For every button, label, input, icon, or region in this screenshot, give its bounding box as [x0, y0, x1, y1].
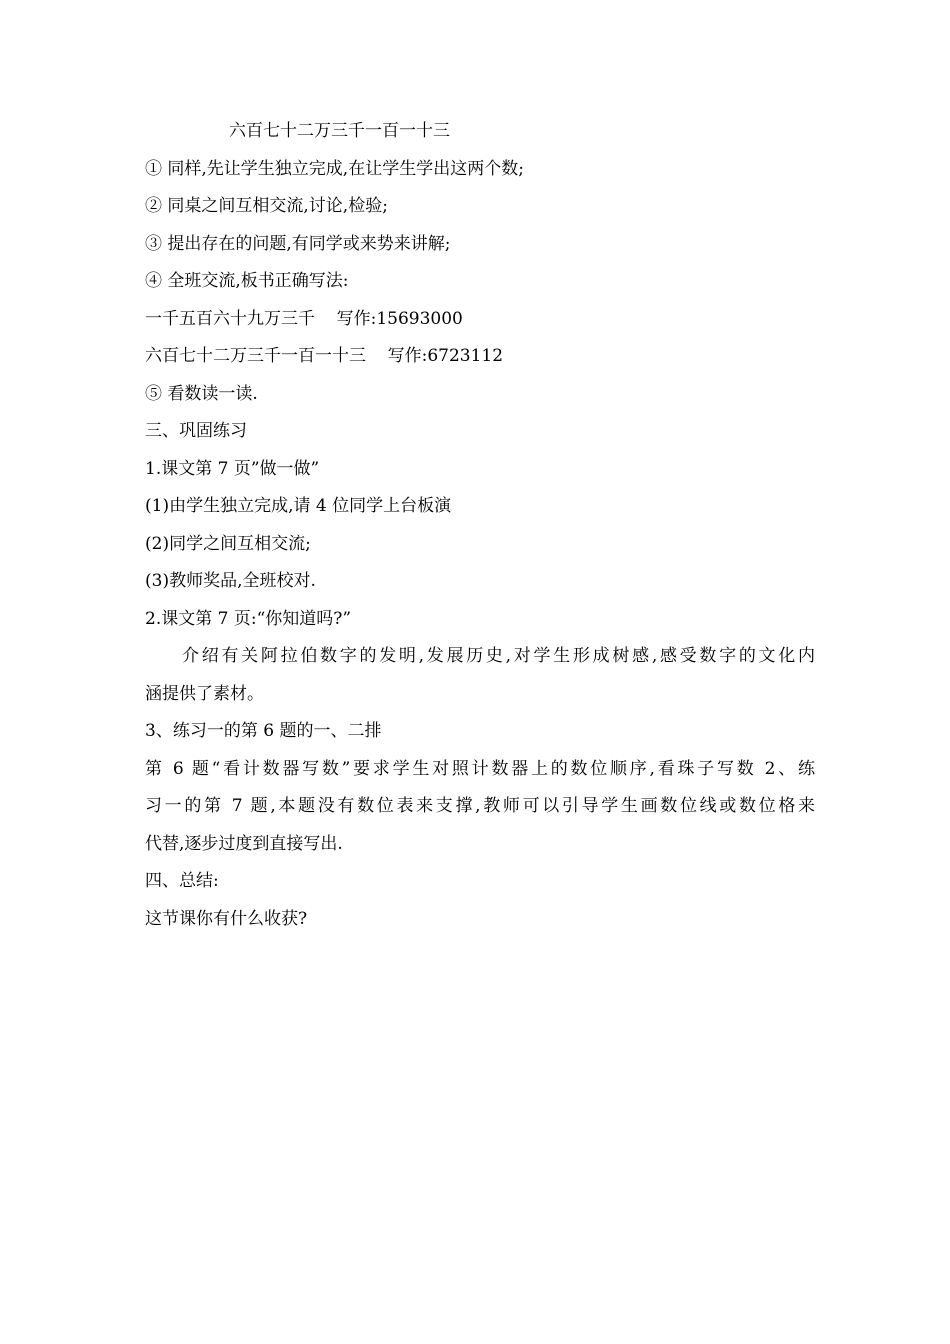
paragraph-line: 代替,逐步过度到直接写出.	[145, 834, 343, 854]
exercise-1-sub-3: (3)教师奖品,全班校对.	[145, 571, 316, 591]
paragraph-line: 涵提供了素材。	[145, 684, 264, 704]
exercise-1-sub-2: (2)同学之间互相交流;	[145, 534, 311, 554]
paragraph-line: 介绍有关阿拉伯数字的发明,发展历史,对学生形成树感,感受数字的文化内	[182, 646, 815, 666]
summary-question: 这节课你有什么收获?	[145, 909, 308, 929]
paragraph-line: 第 6 题“看计数器写数”要求学生对照计数器上的数位顺序,看珠子写数 2、练	[145, 759, 815, 779]
exercise-1: 1.课文第 7 页”做一做”	[145, 459, 320, 479]
step-4: ④ 全班交流,板书正确写法:	[145, 271, 349, 291]
exercise-2: 2.课文第 7 页:“你知道吗?”	[145, 609, 352, 629]
section-heading-4: 四、总结:	[145, 871, 219, 891]
step-2: ② 同桌之间互相交流,讨论,检验;	[145, 196, 388, 216]
example-1: 一千五百六十九万三千 写作:15693000	[145, 309, 463, 329]
exercise-3: 3、练习一的第 6 题的一、二排	[145, 721, 382, 741]
number-heading: 六百七十二万三千一百一十三	[229, 121, 450, 141]
step-3: ③ 提出存在的问题,有同学或来势来讲解;	[145, 234, 451, 254]
example-2: 六百七十二万三千一百一十三 写作:6723112	[145, 346, 504, 366]
section-heading-3: 三、巩固练习	[145, 421, 247, 441]
paragraph-line: 习一的第 7 题,本题没有数位表来支撑,教师可以引导学生画数位线或数位格来	[145, 796, 815, 816]
exercise-1-sub-1: (1)由学生独立完成,请 4 位同学上台板演	[145, 496, 452, 516]
step-5: ⑤ 看数读一读.	[145, 384, 258, 404]
step-1: ① 同样,先让学生独立完成,在让学生学出这两个数;	[145, 159, 524, 179]
